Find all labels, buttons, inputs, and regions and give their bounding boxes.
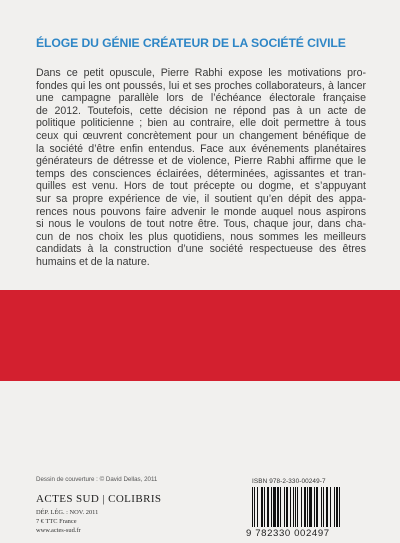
website: www.actes-sud.fr <box>36 527 81 534</box>
back-cover-title: ÉLOGE DU GÉNIE CRÉATEUR DE LA SOCIÉTÉ CIVILE <box>36 36 346 50</box>
synopsis-line: la société d’être enfin entendus. Face aux événements planétaires <box>36 142 366 155</box>
isbn: ISBN 978-2-330-00249-7 <box>252 478 326 485</box>
red-band <box>0 290 400 381</box>
synopsis-line: candidats à la construction d’une société respectueuse des êtres <box>36 243 366 256</box>
synopsis-line: cun de nos choix les plus quotidiens, nous sommes les meilleurs <box>36 230 366 243</box>
synopsis-line: générateurs de détresse et de violence, Pierre Rabhi affirme que le <box>36 155 366 168</box>
synopsis-text <box>36 67 366 269</box>
synopsis-line: une campagne parallèle lors de l’échéance électorale française <box>36 92 366 105</box>
synopsis-line: ceux qui œuvrent concrètement pour un changement bénéfique de <box>36 129 366 142</box>
legal-deposit: DÉP. LÉG. : NOV. 2011 <box>36 509 99 516</box>
synopsis-line: sur sa propre expérience de vie, il soutient qu’en dépit des appa- <box>36 192 366 205</box>
synopsis-line: rences nous pouvons faire advenir le monde auquel nous aspirons <box>36 205 366 218</box>
synopsis-line: fondes qui les ont poussés, lui et ses proches collaborateurs, à lancer <box>36 79 366 92</box>
synopsis-line: de 2012. Toutefois, cette décision ne répond pas à un acte de <box>36 104 366 117</box>
price: 7 € TTC France <box>36 518 77 525</box>
cover-credit: Dessin de couverture : © David Dellas, 2011 <box>36 476 158 483</box>
publisher-name: ACTES SUD | COLIBRIS <box>36 493 162 505</box>
synopsis-line: quilles est venu. Hors de tout précepte ou dogme, et s’appuyant <box>36 180 366 193</box>
synopsis-line: si nous le voulons de tout notre être. Tous, chaque jour, dans cha- <box>36 218 366 231</box>
barcode <box>252 487 370 527</box>
synopsis-line: Dans ce petit opuscule, Pierre Rabhi expose les motivations pro- <box>36 67 366 79</box>
barcode-digits: 9 782330 002497 <box>246 528 330 539</box>
synopsis-line: politique politicienne ; bien au contraire, elle doit permettre à tous <box>36 117 366 130</box>
synopsis-line: humains et de la nature. <box>36 255 150 268</box>
synopsis-line: temps des consciences éclairées, déterminées, agissantes et tran- <box>36 167 366 180</box>
